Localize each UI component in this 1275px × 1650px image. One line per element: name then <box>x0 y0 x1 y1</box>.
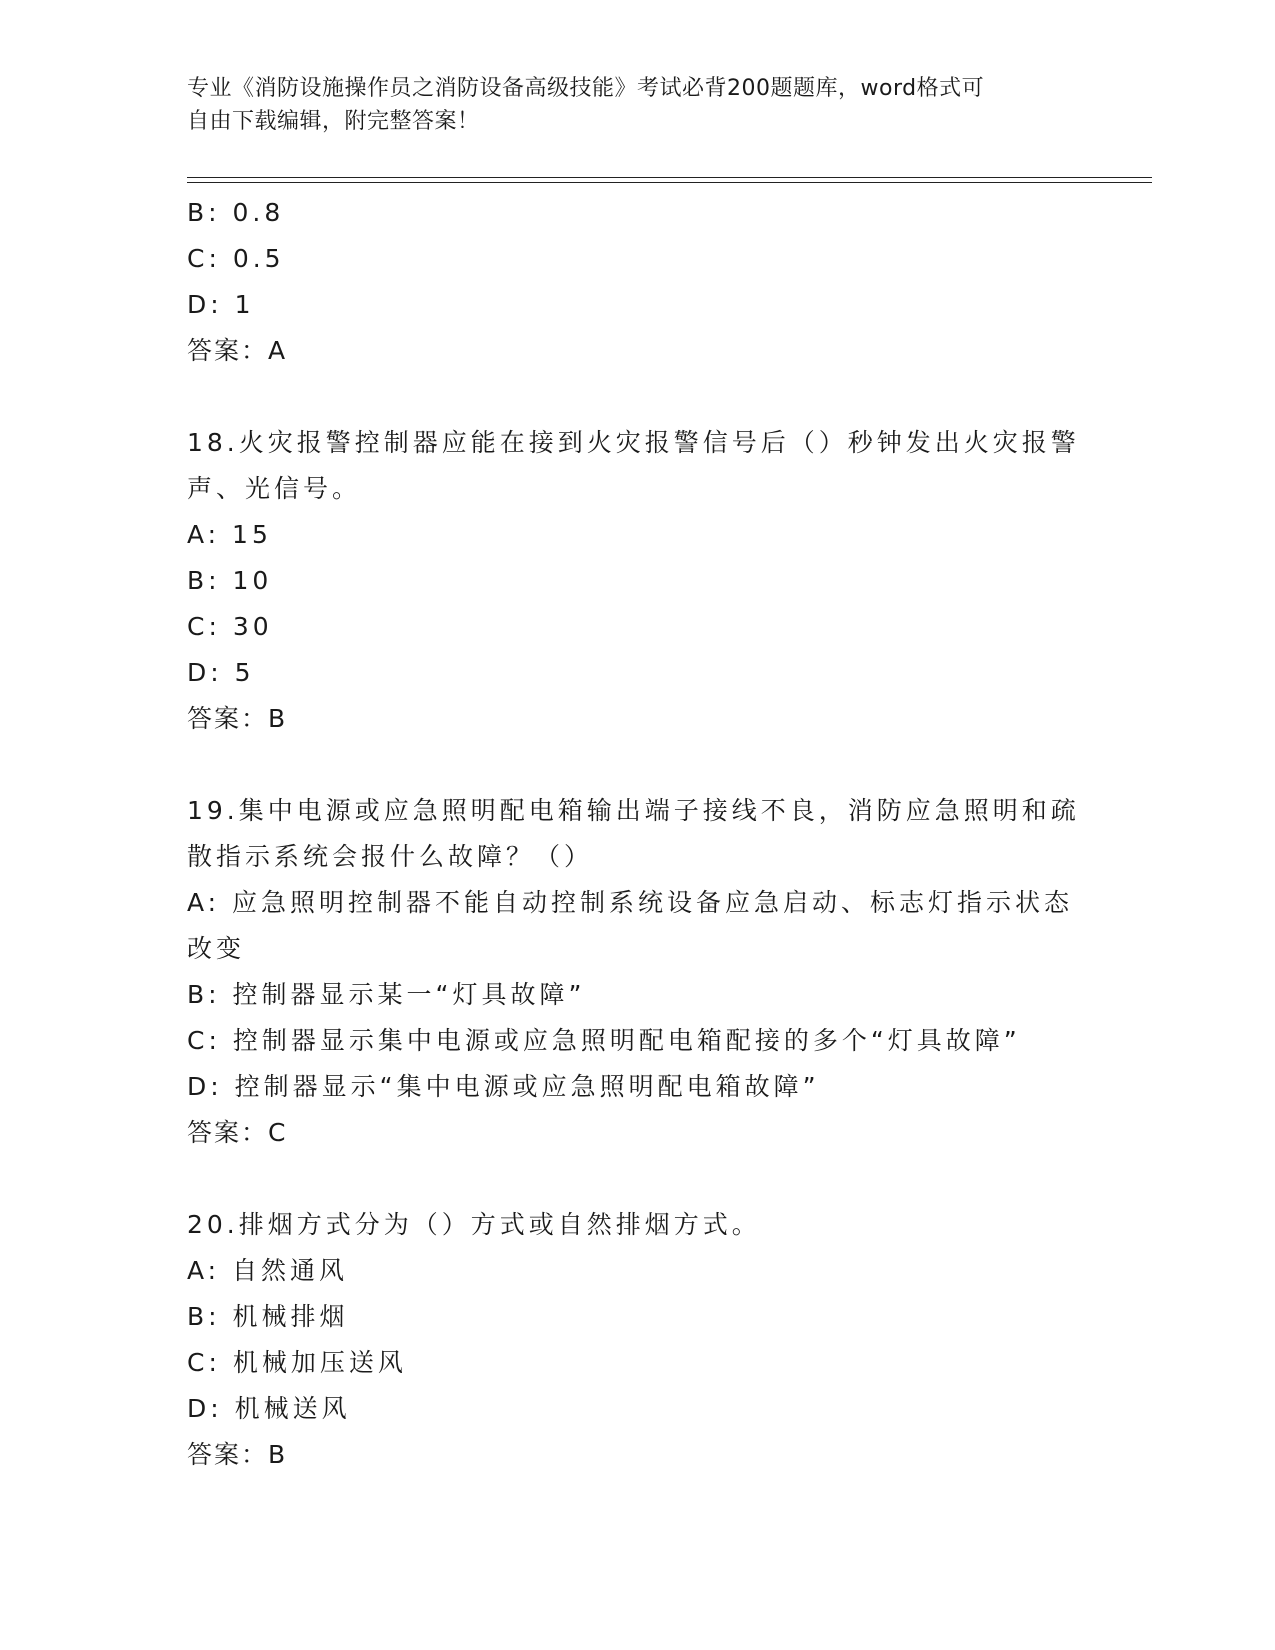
q17-option-d: D: 1 <box>187 290 255 319</box>
question-17-block <box>187 190 1087 374</box>
q20-question: 20.排烟方式分为（）方式或自然排烟方式。 <box>187 1210 761 1239</box>
spacer <box>187 742 1087 788</box>
q19-option-d: D: 控制器显示“集中电源或应急照明配电箱故障” <box>187 1072 820 1101</box>
question-list <box>187 190 1087 1478</box>
q19-answer: 答案：C <box>187 1118 288 1147</box>
question-19-block <box>187 788 1087 1156</box>
header-title-line-2: 自由下载编辑，附完整答案！ <box>187 109 480 134</box>
q19-question-line-2: 散指示系统会报什么故障？（） <box>187 842 594 871</box>
q17-option-c: C: 0.5 <box>187 244 285 273</box>
q20-answer: 答案：B <box>187 1440 288 1469</box>
header-title-line-1: 专业《消防设施操作员之消防设备高级技能》考试必背200题题库，word格式可 <box>187 76 985 101</box>
q20-option-b: B: 机械排烟 <box>187 1302 349 1331</box>
q18-answer: 答案：B <box>187 704 288 733</box>
q18-question-line-1: 18.火灾报警控制器应能在接到火灾报警信号后（）秒钟发出火灾报警 <box>187 428 1080 457</box>
header-divider-top <box>187 177 1152 178</box>
q18-option-b: B: 10 <box>187 566 273 595</box>
q19-option-a-line-2: 改变 <box>187 934 246 963</box>
q18-option-d: D: 5 <box>187 658 255 687</box>
header-divider-bottom <box>187 182 1152 183</box>
q19-option-a-line-1: A: 应急照明控制器不能自动控制系统设备应急启动、标志灯指示状态 <box>187 888 1074 917</box>
spacer <box>187 374 1087 420</box>
q20-option-d: D: 机械送风 <box>187 1394 351 1423</box>
question-18-block <box>187 420 1087 742</box>
q17-answer: 答案：A <box>187 336 288 365</box>
q18-question-line-2: 声、光信号。 <box>187 474 362 503</box>
q20-option-a: A: 自然通风 <box>187 1256 349 1285</box>
q19-option-c: C: 控制器显示集中电源或应急照明配电箱配接的多个“灯具故障” <box>187 1026 1021 1055</box>
q18-option-a: A: 15 <box>187 520 272 549</box>
q20-option-c: C: 机械加压送风 <box>187 1348 407 1377</box>
q18-option-c: C: 30 <box>187 612 273 641</box>
q19-option-b: B: 控制器显示某一“灯具故障” <box>187 980 586 1009</box>
q17-option-b: B: 0.8 <box>187 198 285 227</box>
spacer <box>187 1156 1087 1202</box>
q19-question-line-1: 19.集中电源或应急照明配电箱输出端子接线不良，消防应急照明和疏 <box>187 796 1080 825</box>
document-header <box>187 72 1067 138</box>
question-20-block <box>187 1202 1087 1478</box>
